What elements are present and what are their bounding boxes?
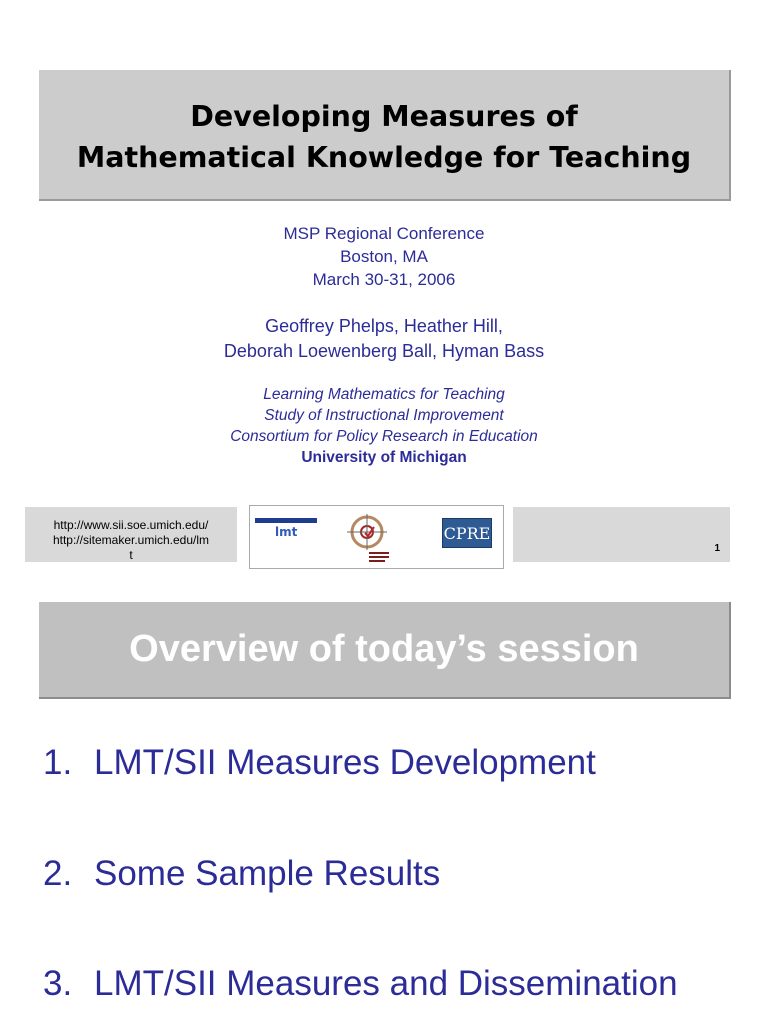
logo-strip <box>249 505 504 569</box>
sii-logo <box>345 512 393 564</box>
lmt-logo <box>255 518 317 548</box>
url-sii-link[interactable]: http://www.sii.soe.umich.edu/ <box>53 518 209 532</box>
affiliation-cpre: Consortium for Policy Research in Education <box>230 428 538 445</box>
lmt-logo-text: lmt <box>275 525 298 539</box>
affiliation-lmt: Learning Mathematics for Teaching <box>263 386 505 403</box>
authors-line-2: Deborah Loewenberg Ball, Hyman Bass <box>223 341 545 361</box>
title-banner <box>39 70 731 201</box>
title-line-2: Mathematical Knowledge for Teaching <box>76 141 692 174</box>
affiliation-sii: Study of Instructional Improvement <box>264 407 504 424</box>
page-number: 1 <box>714 543 720 554</box>
agenda-item <box>43 854 440 894</box>
agenda-item-number: 3. <box>43 964 73 1003</box>
slide-title <box>39 96 729 178</box>
url-box <box>25 507 237 562</box>
agenda-item-label: Some Sample Results <box>94 854 441 893</box>
agenda-item <box>43 964 678 1004</box>
url-lmt-link[interactable]: http://sitemaker.umich.edu/lm <box>52 533 210 547</box>
agenda-item-number: 2. <box>43 854 73 893</box>
authors-line-1: Geoffrey Phelps, Heather Hill, <box>265 316 503 336</box>
url-lmt-link-wrap[interactable]: t <box>129 548 133 562</box>
sii-seal-icon <box>345 512 393 564</box>
title-line-1: Developing Measures of <box>190 100 578 133</box>
cpre-logo: CPRE <box>442 518 492 548</box>
agenda-item-number: 1. <box>43 743 73 782</box>
conference-location: Boston, MA <box>340 247 428 266</box>
page-number-box <box>513 507 730 562</box>
overview-slide <box>0 585 768 1024</box>
conference-name: MSP Regional Conference <box>283 224 485 243</box>
agenda-item-label: LMT/SII Measures Development <box>94 743 596 782</box>
agenda-item <box>43 743 596 783</box>
overview-title: Overview of today’s session <box>129 628 639 670</box>
overview-banner <box>39 602 731 699</box>
agenda-item-label: LMT/SII Measures and Dissemination <box>94 964 678 1003</box>
university-name: University of Michigan <box>301 449 467 466</box>
conference-date: March 30-31, 2006 <box>312 270 456 289</box>
